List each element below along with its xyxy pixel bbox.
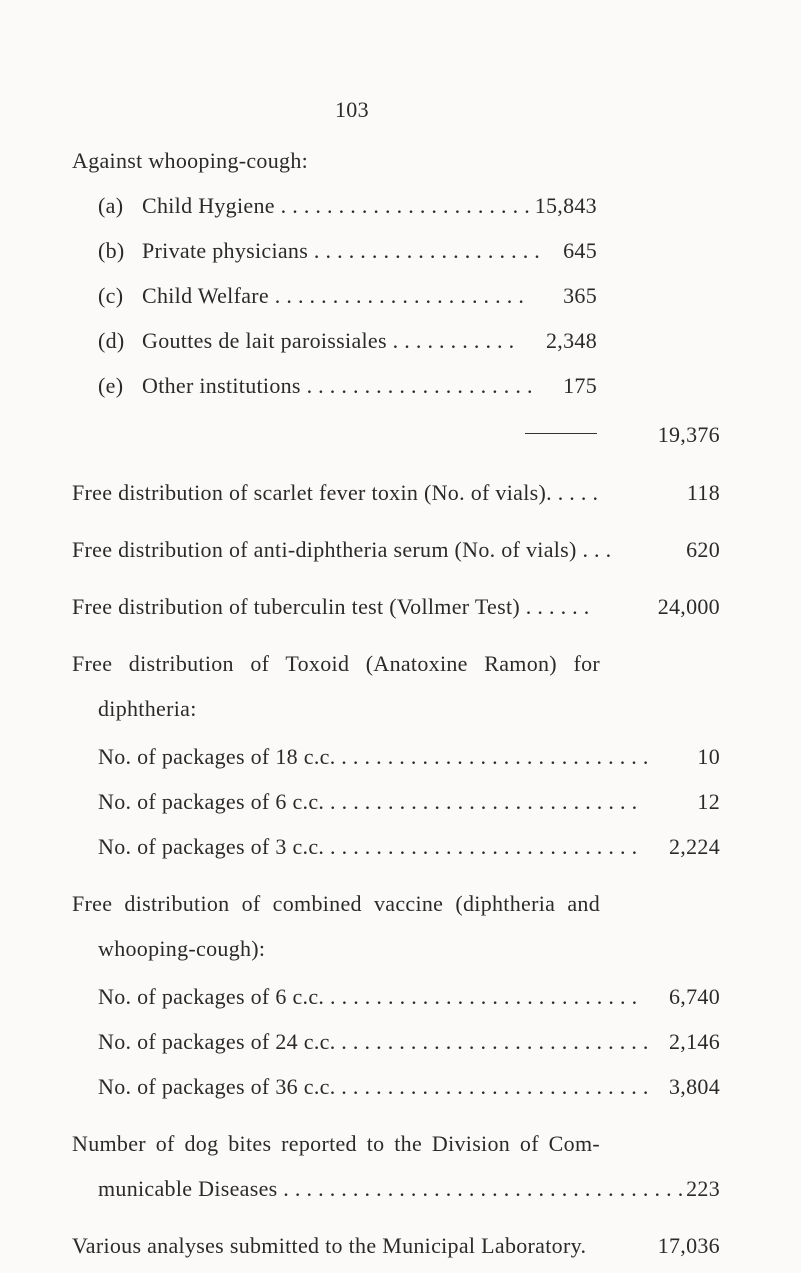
analyses-label: Various analyses submitted to the Municipal Laboratory. (72, 1233, 587, 1258)
combined-heading: Free distribution of combined vaccine (diphtheria and (72, 891, 600, 916)
entry-label: Free distribution of anti-diphtheria serum (No. of vials) . . . (72, 537, 612, 562)
item-value: 365 (563, 283, 597, 308)
subtotal-rule (525, 433, 597, 434)
entry-label: Free distribution of tuberculin test (Vollmer Test) . . . . . . (72, 594, 590, 619)
package-value: 2,146 (669, 1029, 720, 1054)
item-letter: (a) (98, 193, 124, 218)
dog-bites-heading-cont: municable Diseases . . . . . . . . . . . . . . . . . . . . . . . . . . . . . . . . . . . (98, 1176, 684, 1201)
package-label: No. of packages of 6 c.c. . . . . . . . . . . . . . . . . . . . . . . . . . . . (98, 789, 638, 814)
dog-bites-value: 223 (686, 1176, 720, 1201)
item-label: Child Welfare . . . . . . . . . . . . . . . . . . . . . . (142, 283, 525, 308)
combined-heading-cont: whooping-cough): (98, 936, 266, 961)
package-value: 12 (697, 789, 720, 814)
item-letter: (b) (98, 238, 125, 263)
package-value: 2,224 (669, 834, 720, 859)
item-label: Private physicians . . . . . . . . . . . . . . . . . . . . (142, 238, 541, 263)
toxoid-heading: Free distribution of Toxoid (Anatoxine Ramon) for (72, 651, 600, 676)
package-value: 10 (697, 744, 720, 769)
entry-label: Free distribution of scarlet fever toxin (No. of vials). . . . . (72, 480, 599, 505)
item-label: Child Hygiene . . . . . . . . . . . . . . . . . . . . . . (142, 193, 531, 218)
item-value: 15,843 (534, 193, 597, 218)
item-value: 175 (563, 373, 597, 398)
entry-value: 620 (686, 537, 720, 562)
item-value: 2,348 (546, 328, 597, 353)
package-label: No. of packages of 18 c.c. . . . . . . . . . . . . . . . . . . . . . . . . . . . (98, 744, 649, 769)
item-label: Gouttes de lait paroissiales . . . . . . . . . . . (142, 328, 515, 353)
package-label: No. of packages of 36 c.c. . . . . . . . . . . . . . . . . . . . . . . . . . . . (98, 1074, 649, 1099)
page-number: 103 (335, 97, 369, 122)
item-letter: (d) (98, 328, 125, 353)
package-label: No. of packages of 3 c.c. . . . . . . . . . . . . . . . . . . . . . . . . . . . (98, 834, 638, 859)
item-value: 645 (563, 238, 597, 263)
toxoid-heading-cont: diphtheria: (98, 696, 197, 721)
analyses-value: 17,036 (657, 1233, 720, 1258)
package-label: No. of packages of 6 c.c. . . . . . . . . . . . . . . . . . . . . . . . . . . . (98, 984, 638, 1009)
entry-value: 24,000 (657, 594, 720, 619)
dog-bites-heading: Number of dog bites reported to the Division of Com- (72, 1131, 600, 1156)
package-value: 3,804 (669, 1074, 720, 1099)
package-label: No. of packages of 24 c.c. . . . . . . . . . . . . . . . . . . . . . . . . . . . (98, 1029, 649, 1054)
subtotal-value: 19,376 (657, 422, 720, 447)
item-letter: (e) (98, 373, 124, 398)
item-letter: (c) (98, 283, 124, 308)
section-heading: Against whooping-cough: (72, 148, 309, 173)
package-value: 6,740 (669, 984, 720, 1009)
item-label: Other institutions . . . . . . . . . . . . . . . . . . . . (142, 373, 533, 398)
entry-value: 118 (686, 480, 720, 505)
